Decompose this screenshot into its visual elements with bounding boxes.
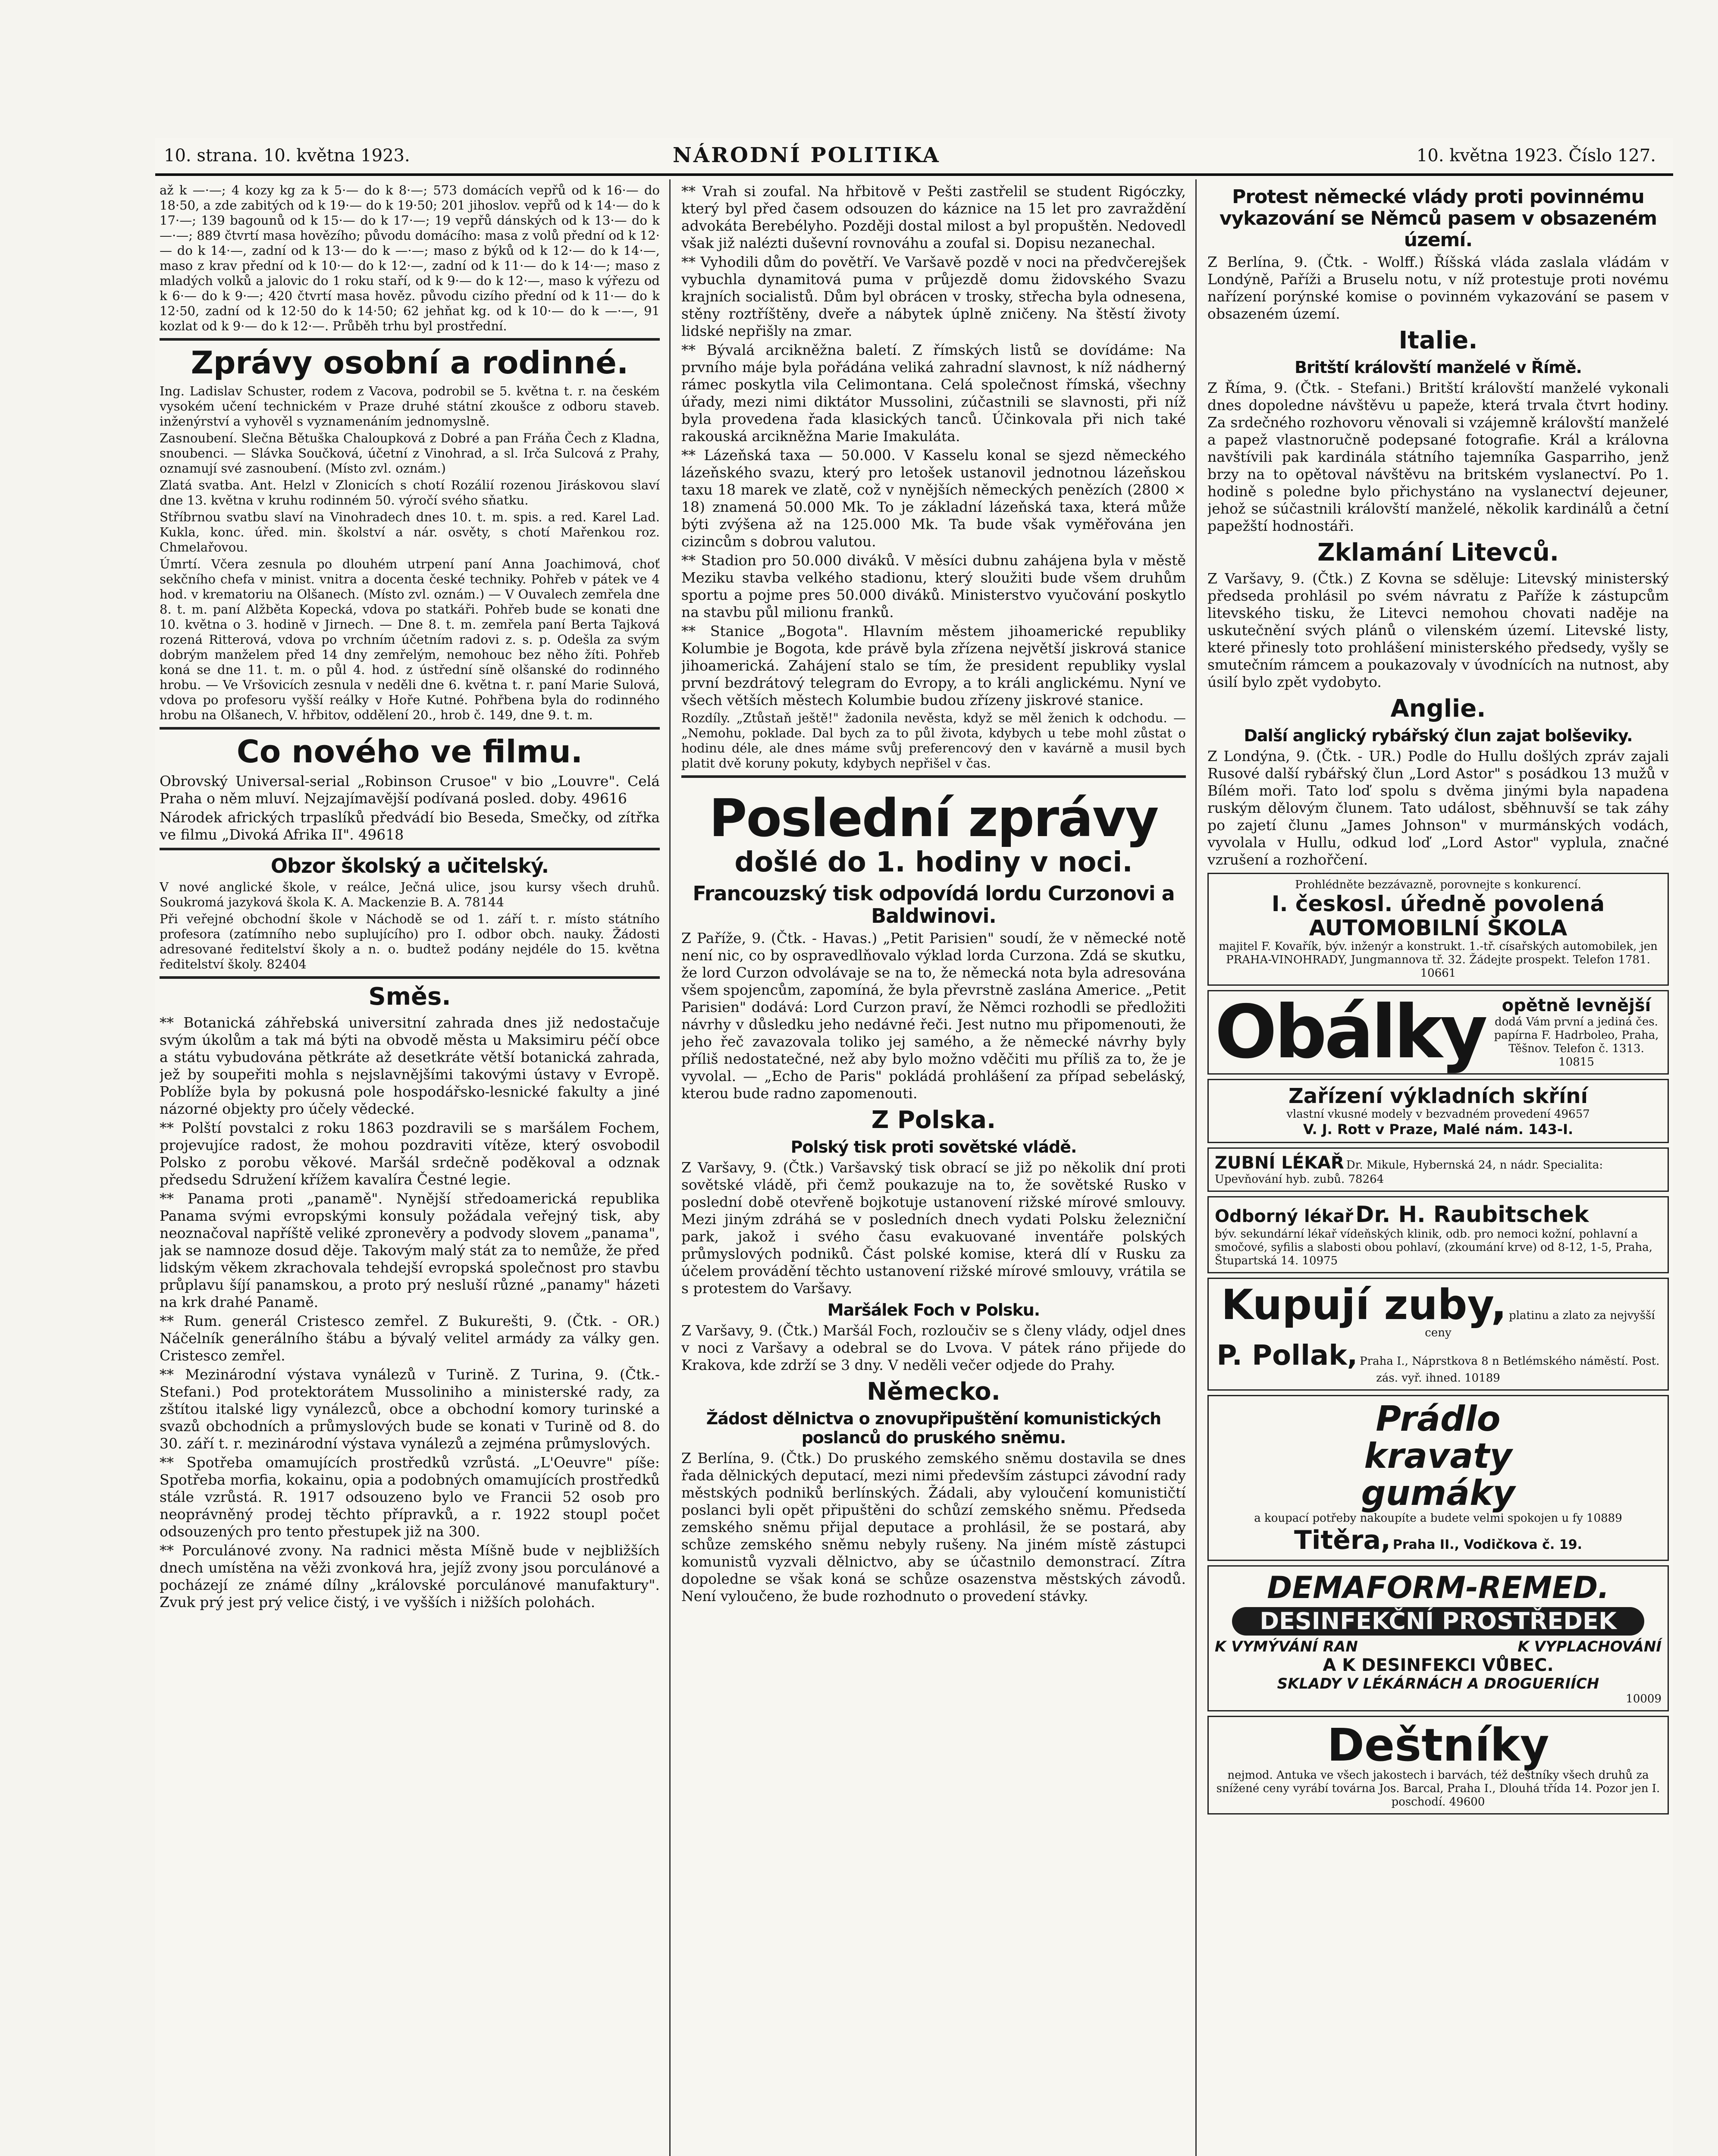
ad-text: a koupací potřeby nakoupíte a budete velmi spokojen u fy 10889 [1254, 1512, 1622, 1525]
article-paragraph: Z Berlína, 9. (Čtk. - Wolff.) Říšská vláda zaslala vládám v Londýně, Paříži a Bruselu notu, v níž protestuje proti novému nařízení porýnské komise o povinném vykazování se pasem v obsazeném území. [1207, 254, 1669, 322]
article-paragraph: Ing. Ladislav Schuster, rodem z Vacova, podrobil se 5. května t. r. na českém vysokém učení technickém v Praze druhé státní zkoušce z odboru staveb. inženýrství a vyhověl s vyznamenáním jednomyslně. [160, 384, 660, 429]
column-3 [1207, 183, 1669, 2156]
article-subtitle: Maršálek Foch v Polsku. [827, 1300, 1040, 1319]
ad-title: Prádlo [1376, 1399, 1501, 1439]
column-divider [669, 179, 671, 2156]
article-paragraph: Úmrtí. Včera zesnula po dlouhém utrpení paní Anna Joachimová, choť sekčního chefa v minist. vnitra a docenta české techniky. Pohřeb v pátek ve 4 hod. v krematoriu na Olšanech. (Místo zvl. oznám.) — V Ouvalech zemřela dne 8. t. m. paní Alžběta Kopecká, vdova po statkáři. Pohřeb bude se konati dne 10. května o 3. hodině v Jirnech. — Dne 8. t. m. zemřela paní Berta Tajková rozená Ritterová, vdova po vrchním účetním radovi z. s. p. Odešla za svým dobrým manželem před 14 dny zemřelým, nemohouc bez něho žíti. Pohřeb koná se dne 11. t. m. o půl 4. hod. z ústřední síně olšanské do rodinného hrobu. — Ve Vršovicích zesnula v neděli dne 6. května t. r. paní Marie Sulová, vdova po profesoru vyšší reálky v Hoře Kutné. Pohřbena byla do rodinného hrobu na Olšanech, V. hřbitov, oddělení 20., hrob č. 149, dne 9. t. m. [160, 557, 660, 722]
article-paragraph: Z Říma, 9. (Čtk. - Stefani.) Britští královští manželé vykonali dnes dopoledne návštěvu u papeže, která trvala čtvrt hodiny. Za srdečného rozhovoru věnovali si vzájemně královští manželé a papež vlastnoručně podepsané fotografie. Král a královna navštívili pak kardinála státního tajemníka Gasparriho, jenž brzy na to opětoval návštěvu na britském vyslanectví. Po 1. hodině s poledne bylo přichystáno na vyslanectví dejeuner, jehož se súčastnili královští manželé, několik kardinálů a četní papežští hodnostáři. [1207, 379, 1669, 534]
ad-title: Zařízení výkladních skříní [1288, 1084, 1588, 1108]
divider [160, 848, 660, 850]
divider [160, 976, 660, 979]
ad-text: Praha I., Náprstkova 8 n Betlémského náměstí. Post. zás. vyř. ihned. 10189 [1360, 1355, 1660, 1385]
section-title-school: Obzor školský a učitelský. [270, 854, 549, 877]
section-title-personal: Zprávy osobní a rodinné. [191, 345, 629, 381]
ad-title: Obálky [1215, 990, 1486, 1075]
ad-doctor [1207, 1196, 1669, 1273]
ad-title: DEMAFORM-REMED. [1267, 1570, 1609, 1605]
divider [160, 338, 660, 341]
ad-title: kravaty [1364, 1436, 1512, 1476]
ad-name: Titěra, [1294, 1525, 1391, 1555]
ad-title: Kupují zuby, [1221, 1281, 1507, 1329]
ad-text: Dr. Mikule, Hybernská 24, n nádr. Specialita: Upevňování hyb. zubů. 78264 [1215, 1159, 1603, 1186]
article-paragraph: ** Panama proti „panamě". Nynější středoamerická republika Panama svými evropskými konsuly požádala veřejný tisk, aby neoznačoval napříště veliké zpronevěry a podvody slovem „panama", jak se namnoze dosud děje. Takovým malý stát za to nemůže, že před lidským věkem zkrachovala tehdejší evropská společnost pro stavbu průplavu šíjí panamskou, a proto prý nesluší různé „panamy" házeti na krk drahé Panamě. [160, 1190, 660, 1310]
date-and-issue: 10. května 1923. Číslo 127. [1416, 146, 1656, 166]
article-paragraph: ** Lázeňská taxa — 50.000. V Kasselu konal se sjezd německého lázeňského svazu, který pro letošek ustanovil jednotnou lázeňskou taxu 18 marek ve zlatě, což v nynějších německých penězích (2800 × 18) znamená 50.000 Mk. To je základní lázeňská taxa, která může býti zvýšena až na 125.000 Mk. Ta bude však vyměřována jen cizincům s dobrou valutou. [681, 447, 1186, 550]
ad-text: dodá Vám první a jediná čes. papírna F. Hadrboleo, Praha, Těšnov. Telefon č. 1313. 10815 [1494, 1015, 1659, 1069]
ad-text: platinu a zlato za nejvyšší ceny [1425, 1309, 1655, 1339]
market-report: až k —·—; 4 kozy kg za k 5·— do k 8·—; 573 domácích vepřů od k 16·— do 18·50, a zde zabitých od k 19·— do k 19·50; 201 jihoslov. vepřů od k 14·— do k 17·—; 139 bagounů od k 15·— do k 17·—; 19 vepřů dánských od k 13·— do k —·—; 889 čtvrtí masa hovězího; původu domácího: masa z volů přední od k 12·— do k 14·—, zadní od k 13·— do k —·—; maso z býků od k 12·— do k 14·—, maso z krav přední od k 10·— do k 12·—, zadní od k 11·— do k 14·—; maso z mladých volků a jalovic do 1 roku staří, od k 9·— do k 12·—, maso k výřezu od k 6·— do k 9·—; 420 čtvrtí masa hověz. původu cizího přední od k 11·— do k 12·50, zadní od k 12·50 do k 14·50; 62 jehňat kg. od k 10·— do k —·—, 91 kozlat od k 9·— do k 12·—. Průběh trhu byl prostřední. [160, 183, 660, 333]
ad-dentist [1207, 1147, 1669, 1192]
column-divider [1195, 179, 1197, 2156]
ad-address: V. J. Rott v Praze, Malé nám. 143-I. [1303, 1121, 1574, 1138]
ad-laundry [1207, 1395, 1669, 1561]
section-title-mix: Směs. [368, 983, 451, 1011]
latest-news-subhead: došlé do 1. hodiny v noci. [734, 846, 1133, 878]
ad-text: vlastní vkusné modely v bezvadném provedení 49657 [1286, 1108, 1590, 1121]
ad-subtitle: opětně levnější [1502, 996, 1651, 1015]
ad-text: Prohlédněte bezzávazně, porovnejte s konkurencí. [1295, 878, 1581, 891]
article-paragraph: Národek afrických trpaslíků předvádí bio Beseda, Smečky, od zítřka ve filmu „Divoká Afrika II". 49618 [160, 809, 660, 843]
article-paragraph: V nové anglické škole, v reálce, Ječná ulice, jsou kursy všech druhů. Soukromá jazyková škola K. A. Mackenzie B. A. 78144 [160, 880, 660, 909]
article-subtitle: Polský tisk proti sovětské vládě. [790, 1138, 1077, 1156]
article-paragraph: ** Rum. generál Cristesco zemřel. Z Bukurešti, 9. (Čtk. - OR.) Náčelník generálního štábu a bývalý velitel armády za války gen. Cristesco zemřel. [160, 1313, 660, 1364]
section-title-film: Co nového ve filmu. [236, 733, 583, 770]
article-subtitle: Žádost dělnictva o znovupřipuštění komunistických poslanců do pruského sněmu. [706, 1409, 1161, 1447]
article-paragraph: ** Stadion pro 50.000 diváků. V měsíci dubnu zahájena byla v městě Meziku stavba velkého stadionu, který sloužiti bude všem druhům sportu a pojme pres 50.000 diváků. Ministerstvo vyučování poskytlo na stavbu půl milionu franků. [681, 552, 1186, 620]
article-paragraph: ** Vyhodili dům do povětří. Ve Varšavě pozdě v noci na předvčerejšek vybuchla dynamitová puma v průjezdě domu židovského Svazu krajních socialistů. Dům byl obrácen v trosky, střecha byla odnesena, stěny roztříštěny, dveře a nábytek úplně zničeny. Na štěstí životy lidské nepřišly na zmar. [681, 254, 1186, 339]
ad-shop-windows [1207, 1079, 1669, 1143]
ad-number: 10009 [1626, 1692, 1662, 1705]
article-paragraph: Z Paříže, 9. (Čtk. - Havas.) „Petit Parisien" soudí, že v německé notě není nic, co by ospravedlňovalo výklad lorda Curzona. Zdá se skutku, že lord Curzon odvolávaje se na to, že německá nota byla adresována všem spojencům, zapomíná, že byla převrstně zaslána Americe. „Petit Parisien" dodává: Lord Curzon praví, že Němci rozhodli se předložiti návrhy v důsledku jeho nedávné řeči. Jest nutno mu připomenouti, že jeho řeč zavazovala toliko jej samého, a že německé návrhy byly příliš nedostatečné, než aby bylo možno vděčiti mu příliš za to, že je vyvolal. — „Echo de Paris" pokládá prohlášení za případ sebeláský, kterou bude radno zapomenouti. [681, 930, 1186, 1102]
article-paragraph: ** Porculánové zvony. Na radnici města Míšně bude v nejbližších dnech umístěna na věži zvonková hra, jejíž zvony jsou porculánové a pocházejí ze známé dílny „královské porculánové manufaktury". Zvuk prý jest prý velice čistý, i ve vyšších i nižších polohách. [160, 1542, 660, 1611]
masthead [155, 138, 1673, 172]
article-paragraph: Z Berlína, 9. (Čtk.) Do pruského zemského sněmu dostavila se dnes řada dělnických deputací, mezi nimi především zástupci závodní rady městských podniků berlínských. Žádali, aby vyloučení komunističtí poslanci byli opět připuštěni do schůzí zemského sněmu. Předseda zemského sněmu přijal deputace a prohlásil, že se postará, aby schůze zemského sněmu nebyly rušeny. Na jiném místě zástupci komunistů vyzvali dělnictvo, aby se účastnilo demonstrací. Zítra dopoledne se však koná se schůze osazenstva městských závodů. Není vyloučeno, že bude rozhodnuto o provedení stávky. [681, 1450, 1186, 1604]
ad-product: DESINFEKČNÍ PROSTŘEDEK [1232, 1607, 1644, 1636]
divider [160, 727, 660, 730]
ad-title: I. českosl. úředně povolená AUTOMOBILNÍ ŠKOLA [1271, 891, 1605, 940]
article-subtitle: Britští královští manželé v Římě. [1295, 358, 1582, 377]
ad-label: Odborný lékař [1215, 1206, 1354, 1226]
article-paragraph: Zasnoubení. Slečna Bětuška Chaloupková z Dobré a pan Fráňa Čech z Kladna, snoubenci. — Slávka Součková, účetní z Vinohrad, a sl. Irča Sulcová z Prahy, oznamují své zasnoubení. (Místo zvl. oznám.) [160, 431, 660, 476]
ad-text: K VYPLACHOVÁNÍ [1517, 1638, 1662, 1655]
divider [681, 775, 1186, 778]
article-paragraph: ** Stanice „Bogota". Hlavním městem jihoamerické republiky Kolumbie je Bogota, kde právě byla zřízena největší jiskrová stanice jihoamerická. Zahájení stalo se tím, že president republiky vyslal první bezdrátový telegram do Evropy, a to králi anglickému. Nyní ve všech větších městech Kolumbie budou zřízeny jiskrové stanice. [681, 623, 1186, 708]
ad-text: nejmod. Antuka ve všech jakostech i barvách, též deštníky všech druhů za snížené ceny vyrábí továrna Jos. Barcal, Praha I., Dlouhá třída 14. Pozor jen I. poschodí. 49600 [1216, 1769, 1660, 1808]
section-title-england: Anglie. [1390, 695, 1486, 723]
ad-title: Deštníky [1327, 1719, 1549, 1771]
newspaper-title: NÁRODNÍ POLITIKA [673, 143, 941, 167]
ad-demaform [1207, 1565, 1669, 1711]
ad-envelopes [1207, 990, 1669, 1075]
page-and-date: 10. strana. 10. května 1923. [164, 146, 410, 166]
article-paragraph: ** Botanická záhřebská universitní zahrada dnes již nedostačuje svým úkolům a tak má býti na obvodě města u Maksimiru péčí obce a státu vybudována pětkráte až desetkráte větší botanická zahrada, jež by soupeřiti mohla s nejslavnějšími takovými ústavy v Evropě. Poblíže byla by pokusná pole hospodářsko-lesnické fakulty a jiné názorné objekty pro účely vědecké. [160, 1014, 660, 1117]
header-rule [155, 173, 1673, 176]
article-paragraph: Rozdíly. „Ztůstaň ještě!" žadonila nevěsta, když se měl ženich k odchodu. — „Nemohu, poklade. Dal bych za to půl života, kdybych u tebe mohl zůstat o hodinu déle, ale dnes máme svůj preferencový den v kavárně a musil bych platit dvě koruny pokuty, kdybych nepřišel v čas. [681, 711, 1186, 771]
article-title-france: Francouzský tisk odpovídá lordu Curzonovi a Baldwinovi. [693, 882, 1175, 928]
ad-driving-school [1207, 873, 1669, 986]
ad-title: Dr. H. Raubitschek [1355, 1202, 1589, 1228]
article-paragraph: Obrovský Universal-serial „Robinson Crusoe" v bio „Louvre". Celá Praha o něm mluví. Nejzajímavější podívaná posled. doby. 49616 [160, 773, 660, 807]
article-paragraph: ** Mezinárodní výstava vynálezů v Turině. Z Turina, 9. (Čtk.-Stefani.) Pod protektorátem Mussoliniho a ministerské rady, za zštítou italské ligy vynálezců, obce a obchodní komory turinské a svazů obchodních a průmyslových bude se konati v Turině od 8. do 30. září t. r. mezinárodní výstava vynálezů a zejména průmyslových. [160, 1366, 660, 1452]
ad-title: ZUBNÍ LÉKAŘ [1215, 1153, 1344, 1173]
article-paragraph: ** Bývalá arcikněžna baletí. Z římských listů se dovídáme: Na prvního máje byla pořádána veliká zahradní slavnost, k níž nádherný rámec poskytla vila Celimontana. Celá společnost římská, všechny úřady, mezi nimi diktátor Mussolini, zúčastnili se slavnosti, při níž byla provedena řada klasických tanců. Účinkovala při nich také rakouská arcikněžna Marie Imakuláta. [681, 342, 1186, 445]
ad-text: býv. sekundární lékař vídeňských klinik, odb. pro nemoci kožní, pohlavní a smočové, syfilis a slabosti obou pohlaví, (zkoumání krve) od 8-12, 1-5, Praha, Štupartská 14. 10975 [1215, 1228, 1653, 1267]
article-paragraph: Z Varšavy, 9. (Čtk.) Z Kovna se sděluje: Litevský ministerský předseda prohlásil po svém návratu z Paříže k zástupcům litevského tisku, že Litevci nemohou chovati naděje na uskutečnění svých plánů o vilenském území. Litevské listy, které přinesly toto prohlášení ministerského předsedy, vyšly se smutečním rámcem a poukazovaly v úvodnících na nutnost, aby úsilí bylo zpět vydobyto. [1207, 570, 1669, 690]
latest-news-headline: Poslední zprávy [709, 789, 1158, 849]
ad-text: SKLADY V LÉKÁRNÁCH A DROGUERIÍCH [1277, 1675, 1599, 1692]
ad-text: A K DESINFEKCI VŮBEC. [1323, 1655, 1554, 1675]
article-paragraph: Z Londýna, 9. (Čtk. - UR.) Podle do Hullu došlých zpráv zajali Rusové další rybářský člun „Lord Astor" s posádkou 13 mužů v Bílém moři. Tato loď spolu s dvěma jinými byla napadena ruským dělovým člunem. Tato událost, sběhnuvší se tak záhy po zajetí člunu „James Johnson" v murmánských vodách, vyvolala v Hullu, odkud loď „Lord Astor" vyplula, značné vzrušení a rozhořčení. [1207, 748, 1669, 868]
section-title-italy: Italie. [1398, 326, 1478, 354]
article-paragraph: ** Vrah si zoufal. Na hřbitově v Pešti zastřelil se student Rigóczky, který byl před časem odsouzen do káznice na 15 let pro zavraždění advokáta Berebélyho. Později dostal milost a byl propuštěn. Nedovedl však již nalézti duševní rovnováhu a zoufal si. Dopisu nezanechal. [681, 183, 1186, 251]
article-paragraph: ** Spotřeba omamujících prostředků vzrůstá. „L'Oeuvre" píše: Spotřeba morfia, kokainu, opia a podobných omamujících prostředků stále vzrůstá. R. 1917 odsouzeno bylo ve Francii 52 osob pro neoprávněný prodej těchto přípravků, a r. 1922 stoupl počet odsouzených pro tento přestupek již na 300. [160, 1454, 660, 1540]
newspaper-page [155, 138, 1673, 2156]
ad-address: Praha II., Vodičkova č. 19. [1392, 1537, 1582, 1552]
ad-name: P. Pollak, [1216, 1340, 1358, 1372]
column-1 [160, 183, 660, 2156]
article-paragraph: ** Polští povstalci z roku 1863 pozdravili se s maršálem Fochem, projevujíce radost, že mohou pozdraviti vítěze, který osvobodil Polsko z porobu věkové. Maršál srdečně poděkoval a odznak předsedu Sdružení křížem kavalíra Čestné legie. [160, 1119, 660, 1188]
article-paragraph: Stříbrnou svatbu slaví na Vinohradech dnes 10. t. m. spis. a red. Karel Lad. Kukla, konc. úřed. min. školství a nár. osvěty, s chotí Mařenkou roz. Chmelařovou. [160, 510, 660, 555]
article-title-protest: Protest německé vlády proti povinnému vykazování se Němců pasem v obsazeném území. [1219, 186, 1657, 251]
section-title-poland: Z Polska. [871, 1106, 996, 1134]
section-title-lithuania: Zklamání Litevců. [1317, 539, 1559, 567]
article-paragraph: Z Varšavy, 9. (Čtk.) Maršál Foch, rozloučiv se s členy vlády, odjel dnes v noci z Varšavy a odebral se do Lvova. V pátek ráno přijede do Krakova, kde zdrží se 3 dny. V neděli večer odjede do Prahy. [681, 1322, 1186, 1373]
column-2 [681, 183, 1186, 2156]
article-paragraph: Z Varšavy, 9. (Čtk.) Varšavský tisk obrací se již po několik dní proti sovětské vládě, při čemž poukazuje na to, že sovětské Rusko v poslední době otevřeně bojkotuje ustanovení rižské mírové smlouvy. Mezi jiným zdráhá se v posledních dnech vydati Polsku železniční park, jakož i svého času evakuované inventáře polských průmyslových podniků. Část polské komise, která dlí v Rusku za účelem provádění těchto ustanovení rižské mírové smlouvy, vrátila se s protestem do Varšavy. [681, 1159, 1186, 1297]
ad-text: K VYMÝVÁNÍ RAN [1215, 1638, 1358, 1655]
ad-teeth [1207, 1278, 1669, 1391]
article-paragraph: Při veřejné obchodní škole v Náchodě se od 1. září t. r. místo státního profesora (zatímního nebo suplujícího) pro I. odbor obch. nauky. Žádosti adresované ředitelství školy a n. o. budtež podány nejdéle do 15. května ředitelství školy. 82404 [160, 912, 660, 971]
ad-title: gumáky [1361, 1473, 1515, 1513]
article-paragraph: Zlatá svatba. Ant. Helzl v Zlonicích s chotí Rozálií rozenou Jiráskovou slaví dne 13. května v kruhu rodinném 50. výročí svého sňatku. [160, 478, 660, 508]
ad-text: majitel F. Kovařík, býv. inženýr a konstrukt. 1.-tř. císařských automobilek, jen PRAHA-VINOHRADY, Jungmannova tř. 32. Žádejte prospekt. Telefon 1781. 10661 [1219, 940, 1658, 980]
ad-umbrellas [1207, 1716, 1669, 1814]
article-subtitle: Další anglický rybářský člun zajat bolševiky. [1244, 726, 1633, 745]
section-title-germany: Německo. [867, 1378, 1000, 1406]
